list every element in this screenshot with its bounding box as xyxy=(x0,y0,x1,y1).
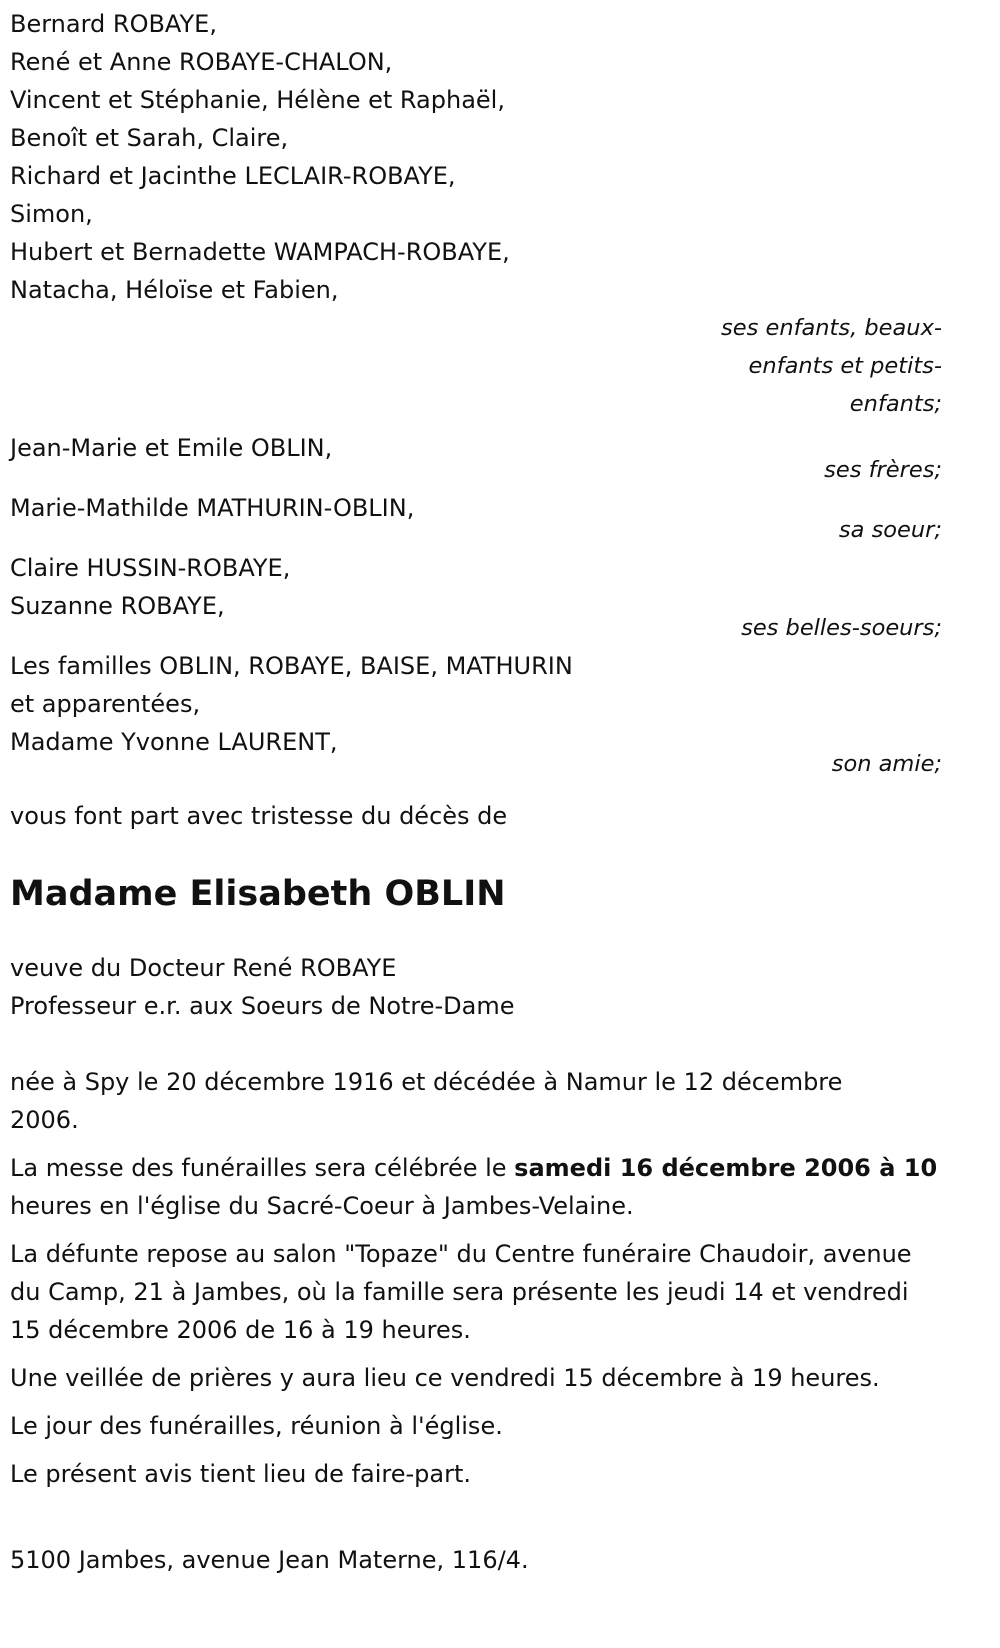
birth-death-text: née à Spy le 20 décembre 1916 et décédée à Namur le 12 décembre 2006. xyxy=(10,1068,843,1134)
family-line: Claire HUSSIN-ROBAYE, xyxy=(10,554,291,582)
mass-date: samedi 16 décembre 2006 à 10 xyxy=(514,1154,938,1182)
deceased-line: Professeur e.r. aux Soeurs de Notre-Dame xyxy=(10,992,515,1020)
funeral-day-text: Le jour des funérailles, réunion à l'église. xyxy=(10,1412,503,1440)
relation-label: enfants; xyxy=(849,391,942,417)
family-line: Les familles OBLIN, ROBAYE, BAISE, MATHURIN xyxy=(10,652,573,680)
family-line: Marie-Mathilde MATHURIN-OBLIN, xyxy=(10,494,415,522)
sister-group xyxy=(10,489,942,549)
rest-text: La défunte repose au salon "Topaze" du Centre funéraire Chaudoir, avenue du Camp, 21 à Jambes, où la famille sera présente les jeudi 14 et vendredi 15 décembre 2006 de 16 à 19 heures. xyxy=(10,1240,912,1344)
brothers-group xyxy=(10,429,942,489)
family-line: Natacha, Héloïse et Fabien, xyxy=(10,276,339,304)
family-line: et apparentées, xyxy=(10,690,201,718)
family-line: Richard et Jacinthe LECLAIR-ROBAYE, xyxy=(10,162,456,190)
relation-label: enfants et petits- xyxy=(748,353,942,379)
family-line: Jean-Marie et Emile OBLIN, xyxy=(10,434,333,462)
family-line: Vincent et Stéphanie, Hélène et Raphaël, xyxy=(10,86,505,114)
family-line: Bernard ROBAYE, xyxy=(10,10,217,38)
mass-text xyxy=(10,1149,950,1225)
family-line: René et Anne ROBAYE-CHALON, xyxy=(10,48,393,76)
mass-suffix: heures en l'église du Sacré-Coeur à Jambes-Velaine. xyxy=(10,1192,634,1220)
family-line: Simon, xyxy=(10,200,93,228)
relation-label: sa soeur; xyxy=(838,517,942,543)
family-line: Suzanne ROBAYE, xyxy=(10,592,225,620)
family-line: Madame Yvonne LAURENT, xyxy=(10,728,338,756)
obituary-notice xyxy=(10,5,942,1579)
sisters-in-law-group xyxy=(10,549,942,647)
deceased-info xyxy=(10,949,942,1025)
family-line: Hubert et Bernadette WAMPACH-ROBAYE, xyxy=(10,238,510,266)
families-group xyxy=(10,647,942,783)
relation-label: son amie; xyxy=(831,751,942,777)
notice-text: Le présent avis tient lieu de faire-part. xyxy=(10,1460,472,1488)
children-group xyxy=(10,5,942,423)
details-section xyxy=(10,1063,942,1493)
mass-prefix: La messe des funérailles sera célébrée le xyxy=(10,1154,515,1182)
relation-label: ses belles-soeurs; xyxy=(741,615,942,641)
deceased-line: veuve du Docteur René ROBAYE xyxy=(10,954,397,982)
deceased-name: Madame Elisabeth OBLIN xyxy=(10,874,506,914)
vigil-text: Une veillée de prières y aura lieu ce vendredi 15 décembre à 19 heures. xyxy=(10,1364,880,1392)
family-line: Benoît et Sarah, Claire, xyxy=(10,124,289,152)
announcement-text: vous font part avec tristesse du décès de xyxy=(10,802,508,830)
relation-label: ses frères; xyxy=(824,457,942,483)
relation-label: ses enfants, beaux- xyxy=(721,315,942,341)
address-text: 5100 Jambes, avenue Jean Materne, 116/4. xyxy=(10,1546,529,1574)
